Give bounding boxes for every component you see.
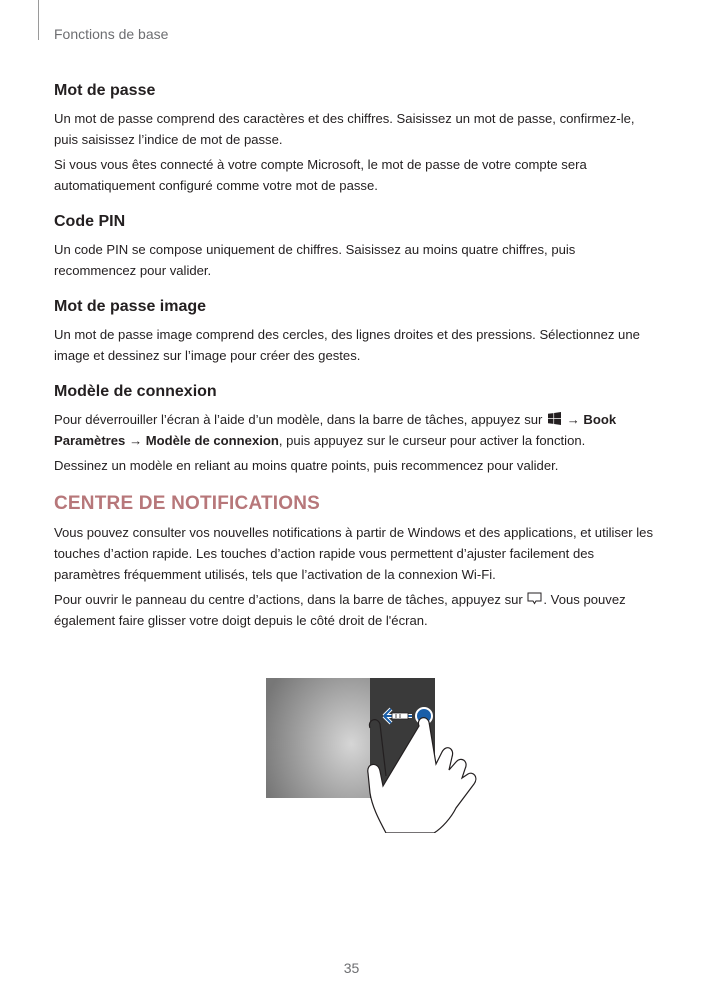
pattern-paragraph-1 — [54, 409, 654, 451]
pin-section — [54, 213, 654, 281]
swipe-illustration — [266, 678, 491, 833]
pattern-paragraph-2: Dessinez un modèle en reliant au moins quatre points, puis recommencez pour valider. — [54, 458, 559, 473]
notifications-paragraph-2 — [54, 589, 654, 631]
header-title: Fonctions de base — [54, 26, 169, 42]
notifications-p2-start: Pour ouvrir le panneau du centre d’actions, dans la barre de tâches, appuyez sur — [54, 592, 523, 607]
notifications-paragraph-1: Vous pouvez consulter vos nouvelles notifications à partir de Windows et des applications, et utiliser les touches d’action rapide. Les touches d’action rapide vous permettent d’ajuster facilement des paramètres fréquemment utilisés, tels que l’activation de la connexion Wi-Fi. — [54, 525, 653, 582]
pattern-section — [54, 383, 654, 476]
picture-password-paragraph-1: Un mot de passe image comprend des cercles, des lignes droites et des pressions. Sélectionnez une image et dessinez sur l’image pour créer des gestes. — [54, 327, 640, 363]
picture-password-heading: Mot de passe image — [54, 298, 207, 315]
password-section — [54, 82, 654, 196]
pin-heading: Code PIN — [54, 213, 126, 230]
notifications-p2-end: . Vous pouvez également faire glisser votre doigt depuis le côté droit de l'écran. — [54, 592, 626, 628]
pin-paragraph-1: Un code PIN se compose uniquement de chiffres. Saisissez au moins quatre chiffres, puis recommencez pour valider. — [54, 242, 576, 278]
pattern-heading: Modèle de connexion — [54, 383, 217, 400]
password-heading: Mot de passe — [54, 82, 156, 99]
password-paragraph-1: Un mot de passe comprend des caractères et des chiffres. Saisissez un mot de passe, confirmez-le, puis saisissez l’indice de mot de passe. — [54, 111, 635, 147]
pattern-p1-bold-1: Book Paramètres — [54, 412, 617, 448]
pattern-p1-bold-2: Modèle de connexion — [145, 433, 279, 448]
windows-icon — [548, 412, 561, 425]
header-rule — [38, 0, 39, 40]
page-number: 35 — [343, 960, 360, 976]
pattern-p1-start: Pour déverrouiller l’écran à l’aide d’un modèle, dans la barre de tâches, appuyez sur — [54, 412, 543, 427]
picture-password-section — [54, 298, 654, 366]
action-center-icon — [527, 592, 542, 605]
pattern-p1-end: , puis appuyez sur le curseur pour activer la fonction. — [278, 433, 586, 448]
page-content — [54, 82, 654, 635]
pattern-p1-arrow-1: → — [563, 412, 584, 427]
notifications-title: CENTRE DE NOTIFICATIONS — [54, 493, 321, 514]
pattern-p1-arrow-2: → — [125, 433, 146, 448]
screen-background — [266, 678, 370, 798]
password-paragraph-2: Si vous vous êtes connecté à votre compte Microsoft, le mot de passe de votre compte sera automatiquement configuré comme votre mot de passe. — [54, 157, 587, 193]
